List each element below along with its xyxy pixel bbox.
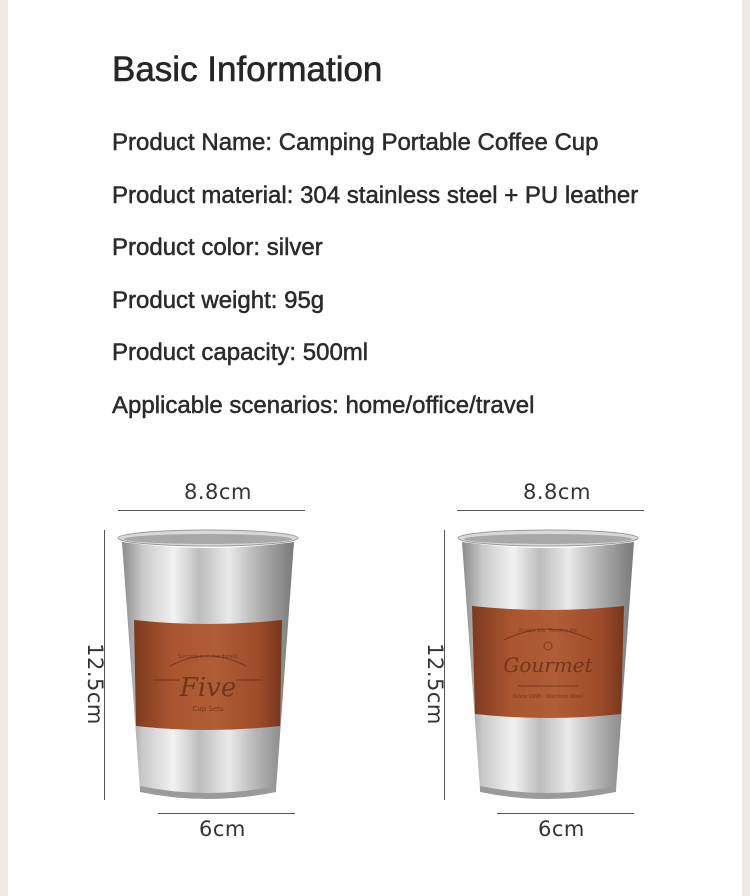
- info-line-scenarios: Applicable scenarios: home/office/travel: [112, 391, 535, 419]
- info-line-material: Product material: 304 stainless steel + PU leather: [112, 181, 639, 209]
- info-line-product-name: Product Name: Camping Portable Coffee Cup: [112, 129, 599, 156]
- svg-text:Simple life, Healthy life: Simple life, Healthy life: [518, 628, 578, 634]
- top-width-label-right: 8.8cm: [523, 480, 591, 504]
- svg-text:Success is in the details: Success is in the details: [178, 654, 238, 660]
- height-label-right: 12.5cm: [422, 643, 447, 725]
- product-info-list: [112, 124, 638, 439]
- top-width-label-left: 8.8cm: [184, 480, 252, 504]
- bottom-width-line-right: [497, 813, 634, 814]
- svg-text:Cup Sets: Cup Sets: [192, 705, 224, 713]
- bottom-width-line-left: [158, 813, 295, 814]
- top-width-line-right: [457, 510, 644, 511]
- svg-text:Five: Five: [179, 673, 237, 703]
- cup-image-left: [118, 528, 298, 808]
- height-label-left: 12.5cm: [82, 643, 107, 725]
- product-info-page: [8, 0, 742, 896]
- info-line-color: Product color: silver: [112, 234, 323, 261]
- bottom-width-label-right: 6cm: [538, 817, 585, 841]
- bottom-width-label-left: 6cm: [199, 817, 246, 841]
- top-width-line-left: [118, 510, 305, 511]
- cup-image-right: [458, 528, 638, 808]
- section-heading: Basic Information: [112, 50, 383, 89]
- svg-text:Since 1998 - Stainless Steel: Since 1998 - Stainless Steel: [513, 694, 583, 700]
- info-line-weight: Product weight: 95g: [112, 286, 325, 314]
- svg-text:Gourmet: Gourmet: [503, 653, 593, 677]
- info-line-capacity: Product capacity: 500ml: [112, 339, 369, 366]
